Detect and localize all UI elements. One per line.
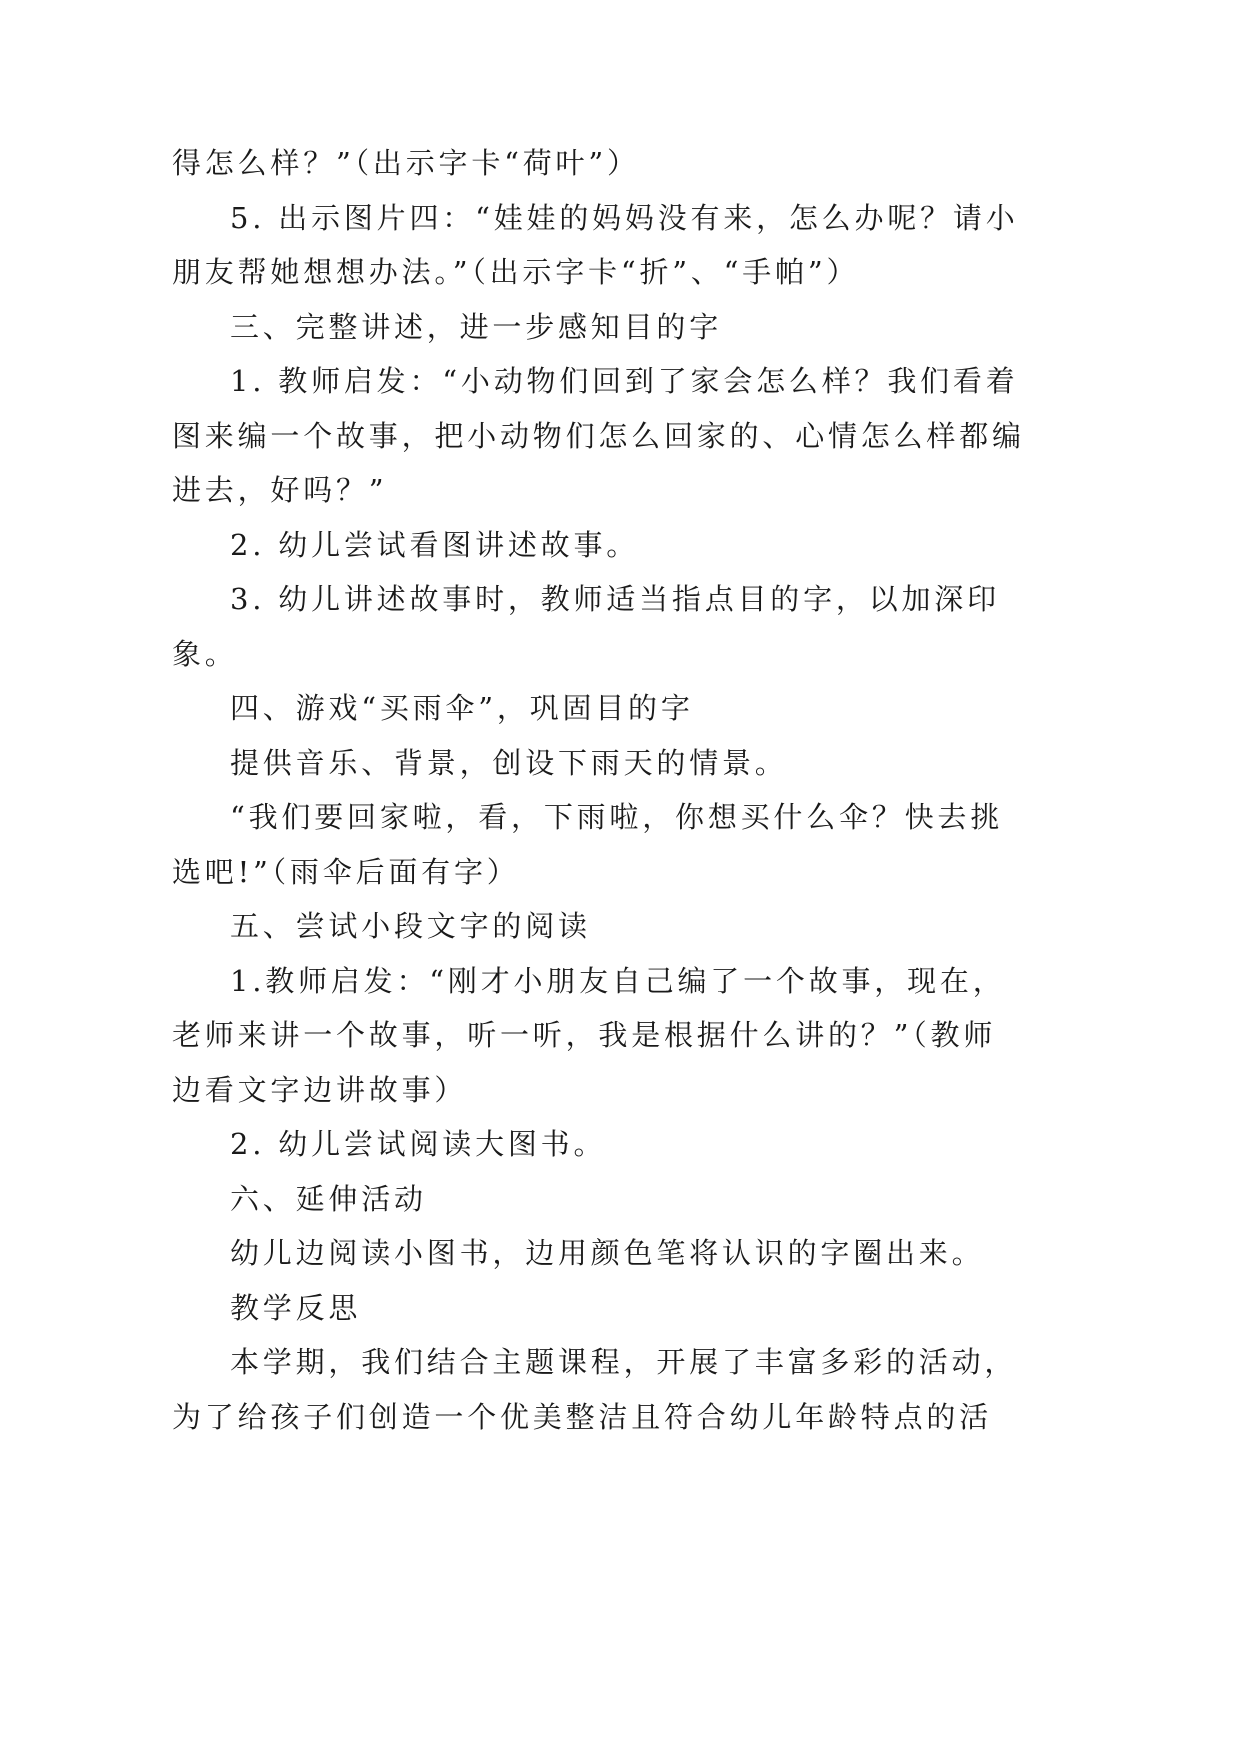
text-line: 本学期，我们结合主题课程，开展了丰富多彩的活动， — [230, 1345, 1018, 1379]
section-heading: 六、延伸活动 — [230, 1182, 427, 1216]
text-line: 边看文字边讲故事） — [172, 1073, 468, 1107]
text-line: 为了给孩子们创造一个优美整洁且符合幼儿年龄特点的活 — [172, 1400, 993, 1434]
text-line: 1. 教师启发：“小动物们回到了家会怎么样？我们看着 — [230, 364, 1019, 398]
text-line: 图来编一个故事，把小动物们怎么回家的、心情怎么样都编 — [172, 419, 1025, 453]
text-line: 提供音乐、背景，创设下雨天的情景。 — [230, 746, 788, 780]
text-line: 朋友帮她想想办法。”（出示字卡“折”、“手帕”） — [172, 255, 860, 289]
section-heading: 四、游戏“买雨伞”，巩固目的字 — [230, 691, 694, 725]
text-line: 幼儿边阅读小图书，边用颜色笔将认识的字圈出来。 — [230, 1236, 985, 1270]
section-heading: 五、尝试小段文字的阅读 — [230, 909, 591, 943]
text-line: 象。 — [172, 637, 238, 671]
text-line: 3. 幼儿讲述故事时，教师适当指点目的字，以加深印 — [230, 582, 1000, 616]
text-line: 进去，好吗？” — [172, 473, 388, 507]
text-line: “我们要回家啦，看，下雨啦，你想买什么伞？快去挑 — [230, 800, 1004, 834]
text-line: 老师来讲一个故事，听一听，我是根据什么讲的？”（教师 — [172, 1018, 997, 1052]
text-line: 得怎么样？”（出示字卡“荷叶”） — [172, 146, 640, 180]
section-heading: 教学反思 — [230, 1291, 362, 1325]
section-heading: 三、完整讲述，进一步感知目的字 — [230, 310, 723, 344]
text-line: 2. 幼儿尝试阅读大图书。 — [230, 1127, 607, 1161]
text-line: 1.教师启发：“刚才小朋友自己编了一个故事，现在， — [230, 964, 1006, 998]
text-line: 5. 出示图片四：“娃娃的妈妈没有来，怎么办呢？请小 — [230, 201, 1019, 235]
text-line: 2. 幼儿尝试看图讲述故事。 — [230, 528, 640, 562]
text-line: 选吧!”（雨伞后面有字） — [172, 855, 520, 889]
